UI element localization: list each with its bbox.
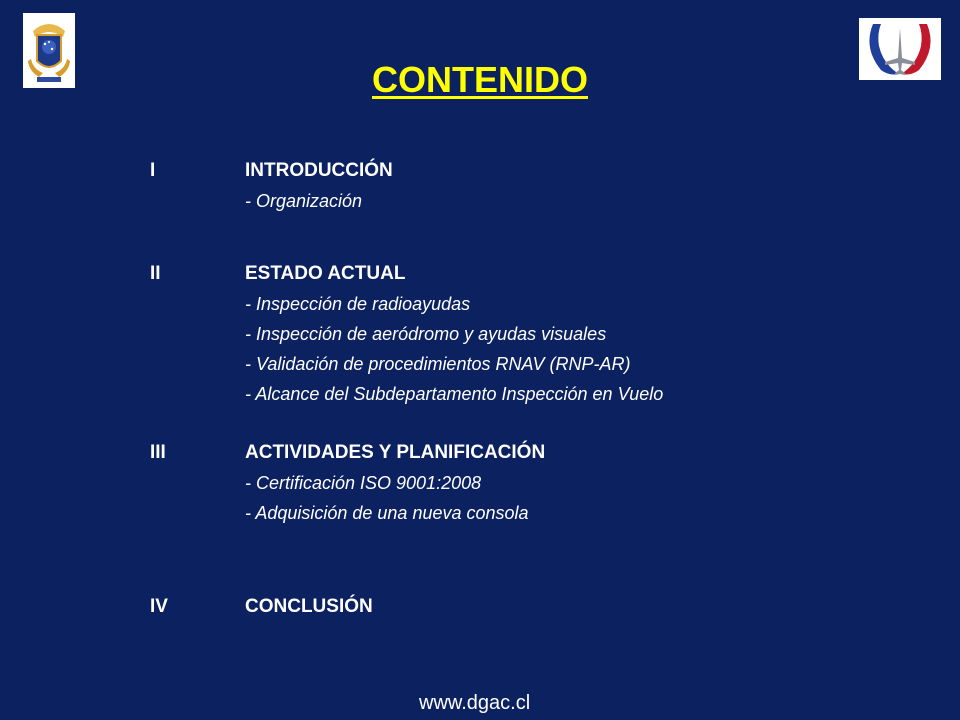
- section-numeral: III: [150, 442, 166, 463]
- section-item: - Certificación ISO 9001:2008: [245, 473, 482, 493]
- section-heading: ACTIVIDADES Y PLANIFICACIÓN: [245, 442, 546, 463]
- footer-url: www.dgac.cl: [419, 692, 531, 714]
- section-numeral: I: [150, 160, 156, 181]
- section-item: - Inspección de aeródromo y ayudas visuales: [245, 324, 607, 344]
- section-heading: ESTADO ACTUAL: [245, 263, 406, 284]
- section-content: [245, 592, 865, 622]
- section-numeral: II: [150, 263, 161, 284]
- section-item: - Alcance del Subdepartamento Inspección en Vuelo: [245, 384, 664, 404]
- section-item: - Organización: [245, 191, 363, 211]
- section-heading: CONCLUSIÓN: [245, 596, 373, 617]
- section-numeral: IV: [150, 596, 168, 617]
- section-item: - Inspección de radioayudas: [245, 294, 471, 314]
- section-content: [245, 259, 865, 409]
- slide-title-text: CONTENIDO: [372, 59, 588, 100]
- slide-title: [0, 58, 960, 102]
- section-item: - Validación de procedimientos RNAV (RNP-AR): [245, 354, 631, 374]
- section-item: - Adquisición de una nueva consola: [245, 503, 529, 523]
- section-content: [245, 438, 865, 528]
- section-heading: INTRODUCCIÓN: [245, 160, 393, 181]
- section-content: [245, 156, 865, 216]
